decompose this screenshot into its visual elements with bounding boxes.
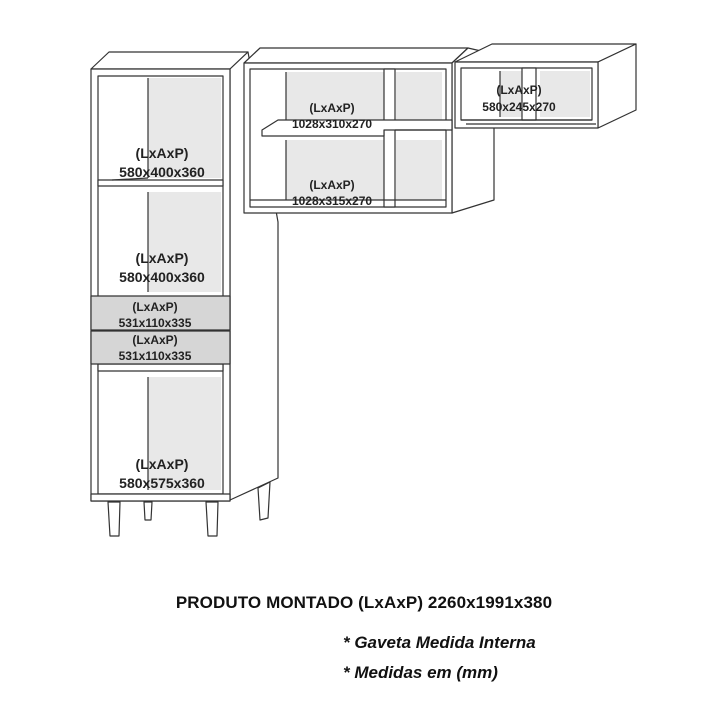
wall-shelf-upper-label: (LxAxP) <box>309 101 355 115</box>
leg-front-left <box>108 502 120 536</box>
wall-shelf-lower-dims: 1028x315x270 <box>291 194 373 208</box>
leg-front-right <box>206 502 218 536</box>
leg-back-left <box>144 502 152 520</box>
back-panel-lower <box>148 377 221 490</box>
drawer-2-dims: 531x110x335 <box>118 349 192 363</box>
shelf-2 <box>98 364 223 371</box>
small-cabinet-dims: 580x245x270 <box>482 100 556 114</box>
wall-cabinet-divider <box>384 69 395 207</box>
lower-compartment-label: (LxAxP) <box>135 456 189 472</box>
drawer-1-label: (LxAxP) <box>132 300 178 314</box>
leg-back-right <box>258 482 270 520</box>
wall-shelf-upper-dims: 1028x310x270 <box>291 117 373 131</box>
drawer-note: * Gaveta Medida Interna <box>343 633 536 652</box>
upper-compartment-label: (LxAxP) <box>135 145 189 161</box>
lower-compartment-dims: 580x575x360 <box>119 475 205 491</box>
shelf-1 <box>98 180 223 186</box>
small-cabinet-label: (LxAxP) <box>496 83 542 97</box>
back-panel-upper <box>148 78 221 178</box>
drawer-2-label: (LxAxP) <box>132 333 178 347</box>
small-cabinet <box>455 44 636 128</box>
assembled-product-caption: PRODUTO MONTADO (LxAxP) 2260x1991x380 <box>175 593 553 612</box>
middle-compartment-label: (LxAxP) <box>135 250 189 266</box>
wall-cabinet-top <box>244 48 468 63</box>
units-note: * Medidas em (mm) <box>343 663 498 682</box>
upper-compartment-dims: 580x400x360 <box>119 164 205 180</box>
drawer-1-dims: 531x110x335 <box>118 316 192 330</box>
tall-cabinet-top <box>91 52 248 69</box>
middle-compartment-dims: 580x400x360 <box>119 269 205 285</box>
wall-shelf-lower-label: (LxAxP) <box>309 178 355 192</box>
